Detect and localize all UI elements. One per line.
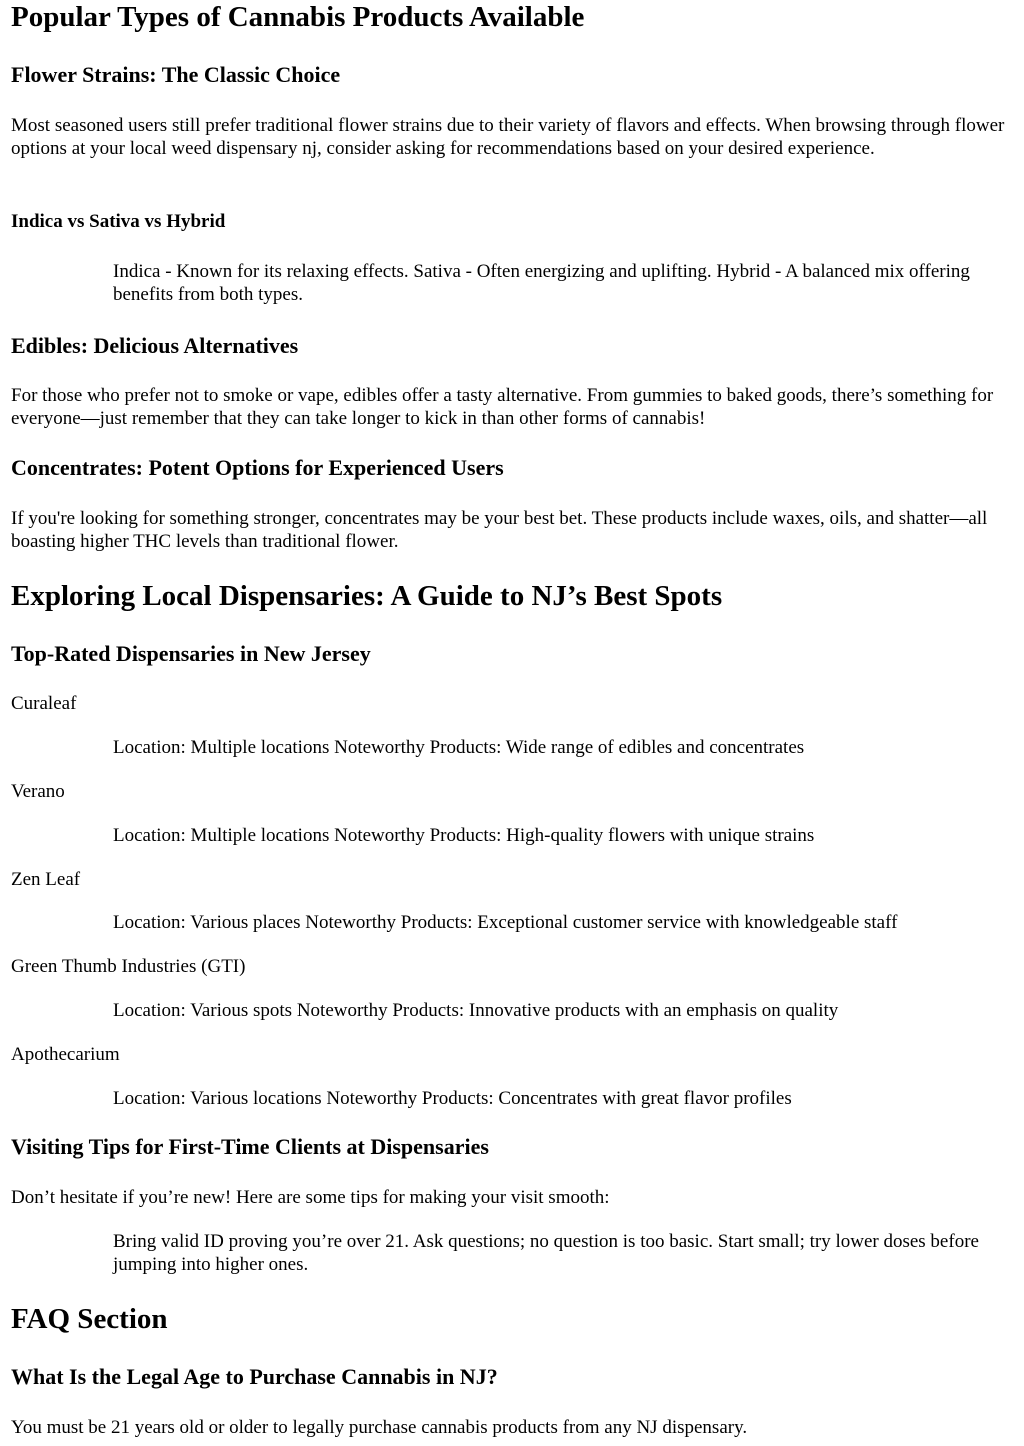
section-title-dispensaries: Exploring Local Dispensaries: A Guide to NJ’s Best Spots (11, 580, 723, 612)
section-title-faq: FAQ Section (11, 1303, 168, 1335)
paragraph-concentrates: If you're looking for something stronger, concentrates may be your best bet. These products include waxes, oils, and shatter—all boasting higher THC levels than traditional flower. (11, 508, 988, 552)
heading-strain-types: Indica vs Sativa vs Hybrid (11, 211, 226, 232)
heading-top-rated: Top-Rated Dispensaries in New Jersey (11, 641, 371, 666)
heading-edibles: Edibles: Delicious Alternatives (11, 333, 299, 358)
dispensary-name-verano: Verano (11, 781, 65, 802)
dispensary-name-gti: Green Thumb Industries (GTI) (11, 956, 246, 977)
paragraph-edibles: For those who prefer not to smoke or vape, edibles offer a tasty alternative. From gummies to baked goods, there’s something for everyone—just remember that they can take longer to kick in than other forms of cannabis! (11, 385, 994, 429)
heading-flower-strains: Flower Strains: The Classic Choice (11, 62, 341, 87)
dispensary-details-zen-leaf: Location: Various places Noteworthy Products: Exceptional customer service with knowledgeable staff (113, 912, 898, 933)
dispensary-details-gti: Location: Various spots Noteworthy Products: Innovative products with an emphasis on quality (113, 1000, 839, 1021)
quote-visiting-tips: Bring valid ID proving you’re over 21. Ask questions; no question is too basic. Start small; try lower doses before jumping into higher ones. (113, 1231, 979, 1275)
dispensary-name-curaleaf: Curaleaf (11, 693, 77, 714)
dispensary-name-apothecarium: Apothecarium (11, 1044, 120, 1065)
faq-answer-legal-age: You must be 21 years old or older to legally purchase cannabis products from any NJ dispensary. (11, 1417, 748, 1438)
dispensary-details-curaleaf: Location: Multiple locations Noteworthy Products: Wide range of edibles and concentrates (113, 737, 805, 758)
section-title-products: Popular Types of Cannabis Products Available (11, 1, 585, 33)
dispensary-name-zen-leaf: Zen Leaf (11, 869, 81, 890)
paragraph-tips-intro: Don’t hesitate if you’re new! Here are some tips for making your visit smooth: (11, 1187, 610, 1208)
heading-visiting-tips: Visiting Tips for First-Time Clients at Dispensaries (11, 1134, 489, 1159)
heading-concentrates: Concentrates: Potent Options for Experienced Users (11, 455, 504, 480)
dispensary-details-apothecarium: Location: Various locations Noteworthy Products: Concentrates with great flavor profiles (113, 1088, 792, 1109)
paragraph-flower-strains: Most seasoned users still prefer traditional flower strains due to their variety of flavors and effects. When browsing through flower options at your local weed dispensary nj, consider asking for recommendations based on your desired experience. (11, 115, 1005, 159)
dispensary-details-verano: Location: Multiple locations Noteworthy Products: High-quality flowers with unique strains (113, 825, 815, 846)
faq-question-legal-age: What Is the Legal Age to Purchase Cannabis in NJ? (11, 1364, 498, 1389)
quote-strain-types: Indica - Known for its relaxing effects. Sativa - Often energizing and uplifting. Hybrid - A balanced mix offering benefits from both types. (113, 261, 970, 305)
